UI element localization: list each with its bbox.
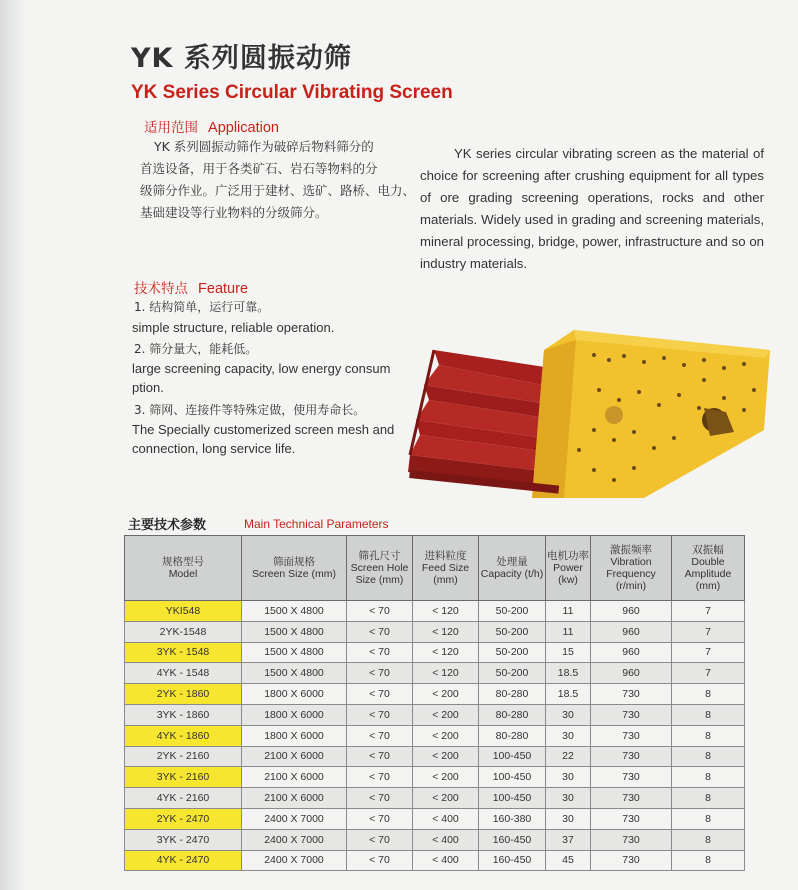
table-cell-freq: 960 <box>591 601 672 622</box>
table-header-row <box>125 536 745 601</box>
table-row <box>125 704 745 725</box>
table-cell-feed: < 200 <box>413 725 479 746</box>
feature-heading <box>134 277 248 297</box>
table-cell-power: 18.5 <box>546 684 591 705</box>
table-cell-feed: < 200 <box>413 746 479 767</box>
table-cell-size: 1800 X 6000 <box>242 684 347 705</box>
column-header: 筛孔尺寸 Screen Hole Size (mm) <box>347 536 413 601</box>
table-cell-amp: 8 <box>672 829 745 850</box>
page-title-en: YK Series Circular Vibrating Screen <box>131 82 453 103</box>
table-row <box>125 642 745 663</box>
application-heading-cn: 适用范围 <box>144 120 198 136</box>
table-cell-feed: < 200 <box>413 767 479 788</box>
table-cell-size: 1800 X 6000 <box>242 725 347 746</box>
table-cell-cap: 50-200 <box>479 663 546 684</box>
table-cell-hole: < 70 <box>347 642 413 663</box>
table-cell-hole: < 70 <box>347 601 413 622</box>
table-cell-model: 2YK-1548 <box>125 621 242 642</box>
table-cell-size: 2400 X 7000 <box>242 829 347 850</box>
table-cell-cap: 100-450 <box>479 767 546 788</box>
table-cell-hole: < 70 <box>347 725 413 746</box>
feature-line: The Specially customerized screen mesh and <box>132 422 395 437</box>
table-cell-size: 2100 X 6000 <box>242 788 347 809</box>
column-header: 进料粒度 Feed Size (mm) <box>413 536 479 601</box>
table-cell-power: 30 <box>546 704 591 725</box>
table-row <box>125 850 745 871</box>
table-cell-cap: 80-280 <box>479 704 546 725</box>
table-row <box>125 767 745 788</box>
table-cell-power: 11 <box>546 621 591 642</box>
table-cell-model: 4YK - 2160 <box>125 788 242 809</box>
table-cell-amp: 7 <box>672 621 745 642</box>
parameters-heading-cn: 主要技术参数 <box>128 518 207 533</box>
table-cell-model: 3YK - 1860 <box>125 704 242 725</box>
table-cell-amp: 7 <box>672 663 745 684</box>
table-cell-model: YKI548 <box>125 601 242 622</box>
table-row <box>125 746 745 767</box>
table-cell-model: 3YK - 2160 <box>125 767 242 788</box>
table-cell-amp: 7 <box>672 601 745 622</box>
table-cell-amp: 8 <box>672 850 745 871</box>
table-cell-power: 15 <box>546 642 591 663</box>
feature-line: 3. 筛网、连接件等特殊定做，使用寿命长。 <box>134 403 366 417</box>
table-cell-power: 45 <box>546 850 591 871</box>
table-cell-model: 4YK - 1860 <box>125 725 242 746</box>
application-cn-text <box>140 136 420 224</box>
table-cell-freq: 960 <box>591 621 672 642</box>
table-cell-size: 1500 X 4800 <box>242 601 347 622</box>
parameters-heading-en: Main Technical Parameters <box>244 517 389 531</box>
table-cell-cap: 160-380 <box>479 808 546 829</box>
feature-line: large screening capacity, low energy consum <box>132 361 391 376</box>
table-cell-amp: 8 <box>672 725 745 746</box>
table-cell-model: 3YK - 1548 <box>125 642 242 663</box>
table-cell-freq: 730 <box>591 829 672 850</box>
table-cell-freq: 730 <box>591 788 672 809</box>
table-cell-power: 18.5 <box>546 663 591 684</box>
table-cell-power: 30 <box>546 788 591 809</box>
table-cell-power: 37 <box>546 829 591 850</box>
application-cn-line: YK 系列圆振动筛作为破碎后物料筛分的 <box>154 139 374 154</box>
table-cell-feed: < 200 <box>413 684 479 705</box>
table-cell-size: 2100 X 6000 <box>242 746 347 767</box>
table-cell-size: 1500 X 4800 <box>242 663 347 684</box>
application-en-text: YK series circular vibrating screen as the material of choice for screening after crushing equipment for all types of ore grading screening operations, rocks and other materials. Widely used in grading and screening materials, mineral processing, bridge, power, infrastructure and so on industry materials. <box>420 146 764 271</box>
table-cell-cap: 160-450 <box>479 850 546 871</box>
technical-parameters-table <box>124 535 745 871</box>
table-cell-freq: 730 <box>591 808 672 829</box>
table-cell-hole: < 70 <box>347 850 413 871</box>
application-heading <box>144 116 279 136</box>
table-cell-feed: < 120 <box>413 601 479 622</box>
table-cell-size: 2100 X 6000 <box>242 767 347 788</box>
table-cell-hole: < 70 <box>347 788 413 809</box>
application-cn-line: 基础建设等行业物料的分级筛分。 <box>140 205 328 220</box>
table-row <box>125 829 745 850</box>
table-cell-feed: < 200 <box>413 704 479 725</box>
table-cell-feed: < 400 <box>413 808 479 829</box>
table-cell-hole: < 70 <box>347 621 413 642</box>
page-binding-edge <box>0 0 26 890</box>
table-row <box>125 788 745 809</box>
feature-line: simple structure, reliable operation. <box>132 320 335 335</box>
page-title-cn: YK 系列圆振动筛 <box>131 43 352 74</box>
table-cell-power: 30 <box>546 725 591 746</box>
table-cell-size: 2400 X 7000 <box>242 850 347 871</box>
table-cell-hole: < 70 <box>347 704 413 725</box>
table-cell-amp: 8 <box>672 788 745 809</box>
table-cell-power: 11 <box>546 601 591 622</box>
column-header: 规格型号 Model <box>125 536 242 601</box>
table-cell-freq: 730 <box>591 684 672 705</box>
table-cell-cap: 50-200 <box>479 621 546 642</box>
table-row <box>125 725 745 746</box>
table-cell-power: 30 <box>546 767 591 788</box>
table-cell-freq: 960 <box>591 642 672 663</box>
table-cell-cap: 100-450 <box>479 788 546 809</box>
table-cell-cap: 50-200 <box>479 601 546 622</box>
table-cell-hole: < 70 <box>347 767 413 788</box>
table-cell-amp: 7 <box>672 642 745 663</box>
table-cell-freq: 730 <box>591 767 672 788</box>
application-cn-line: 首选设备，用于各类矿石、岩石等物料的分 <box>140 161 378 176</box>
table-row <box>125 601 745 622</box>
table-cell-hole: < 70 <box>347 829 413 850</box>
column-header: 处理量 Capacity (t/h) <box>479 536 546 601</box>
vibrating-screen-machine-image <box>404 320 770 498</box>
table-cell-cap: 80-280 <box>479 684 546 705</box>
table-cell-freq: 730 <box>591 746 672 767</box>
table-cell-amp: 8 <box>672 704 745 725</box>
table-cell-cap: 80-280 <box>479 725 546 746</box>
application-heading-en: Application <box>208 120 279 136</box>
table-cell-hole: < 70 <box>347 746 413 767</box>
table-row <box>125 808 745 829</box>
table-cell-feed: < 200 <box>413 788 479 809</box>
table-cell-model: 2YK - 1860 <box>125 684 242 705</box>
table-cell-model: 4YK - 2470 <box>125 850 242 871</box>
table-cell-size: 1800 X 6000 <box>242 704 347 725</box>
table-cell-size: 1500 X 4800 <box>242 642 347 663</box>
column-header: 电机功率 Power (kw) <box>546 536 591 601</box>
table-cell-size: 2400 X 7000 <box>242 808 347 829</box>
column-header: 筛面规格 Screen Size (mm) <box>242 536 347 601</box>
feature-line: connection, long service life. <box>132 441 296 456</box>
application-cn-line: 级筛分作业。广泛用于建材、选矿、路桥、电力、 <box>140 183 416 198</box>
table-cell-hole: < 70 <box>347 808 413 829</box>
column-header: 双振幅 Double Amplitude (mm) <box>672 536 745 601</box>
feature-line: 1. 结构简单，运行可靠。 <box>134 300 270 314</box>
table-cell-cap: 50-200 <box>479 642 546 663</box>
table-cell-amp: 8 <box>672 746 745 767</box>
table-cell-feed: < 400 <box>413 850 479 871</box>
feature-line: 2. 筛分量大，能耗低。 <box>134 342 258 356</box>
table-cell-freq: 730 <box>591 704 672 725</box>
table-cell-hole: < 70 <box>347 663 413 684</box>
table-cell-amp: 8 <box>672 767 745 788</box>
table-cell-amp: 8 <box>672 808 745 829</box>
table-row <box>125 684 745 705</box>
table-cell-power: 30 <box>546 808 591 829</box>
table-cell-hole: < 70 <box>347 684 413 705</box>
table-cell-feed: < 120 <box>413 621 479 642</box>
table-row <box>125 621 745 642</box>
table-cell-cap: 100-450 <box>479 746 546 767</box>
table-row <box>125 663 745 684</box>
feature-heading-cn: 技术特点 <box>134 281 188 297</box>
table-cell-model: 2YK - 2470 <box>125 808 242 829</box>
table-cell-size: 1500 X 4800 <box>242 621 347 642</box>
table-cell-model: 4YK - 1548 <box>125 663 242 684</box>
table-cell-freq: 730 <box>591 725 672 746</box>
table-cell-model: 3YK - 2470 <box>125 829 242 850</box>
table-cell-freq: 730 <box>591 850 672 871</box>
column-header: 激振频率 Vibration Frequency (r/min) <box>591 536 672 601</box>
table-cell-feed: < 400 <box>413 829 479 850</box>
table-cell-feed: < 120 <box>413 642 479 663</box>
table-cell-freq: 960 <box>591 663 672 684</box>
table-cell-cap: 160-450 <box>479 829 546 850</box>
table-cell-model: 2YK - 2160 <box>125 746 242 767</box>
feature-line: ption. <box>132 380 164 395</box>
table-cell-feed: < 120 <box>413 663 479 684</box>
table-cell-power: 22 <box>546 746 591 767</box>
feature-heading-en: Feature <box>198 281 249 297</box>
table-cell-amp: 8 <box>672 684 745 705</box>
